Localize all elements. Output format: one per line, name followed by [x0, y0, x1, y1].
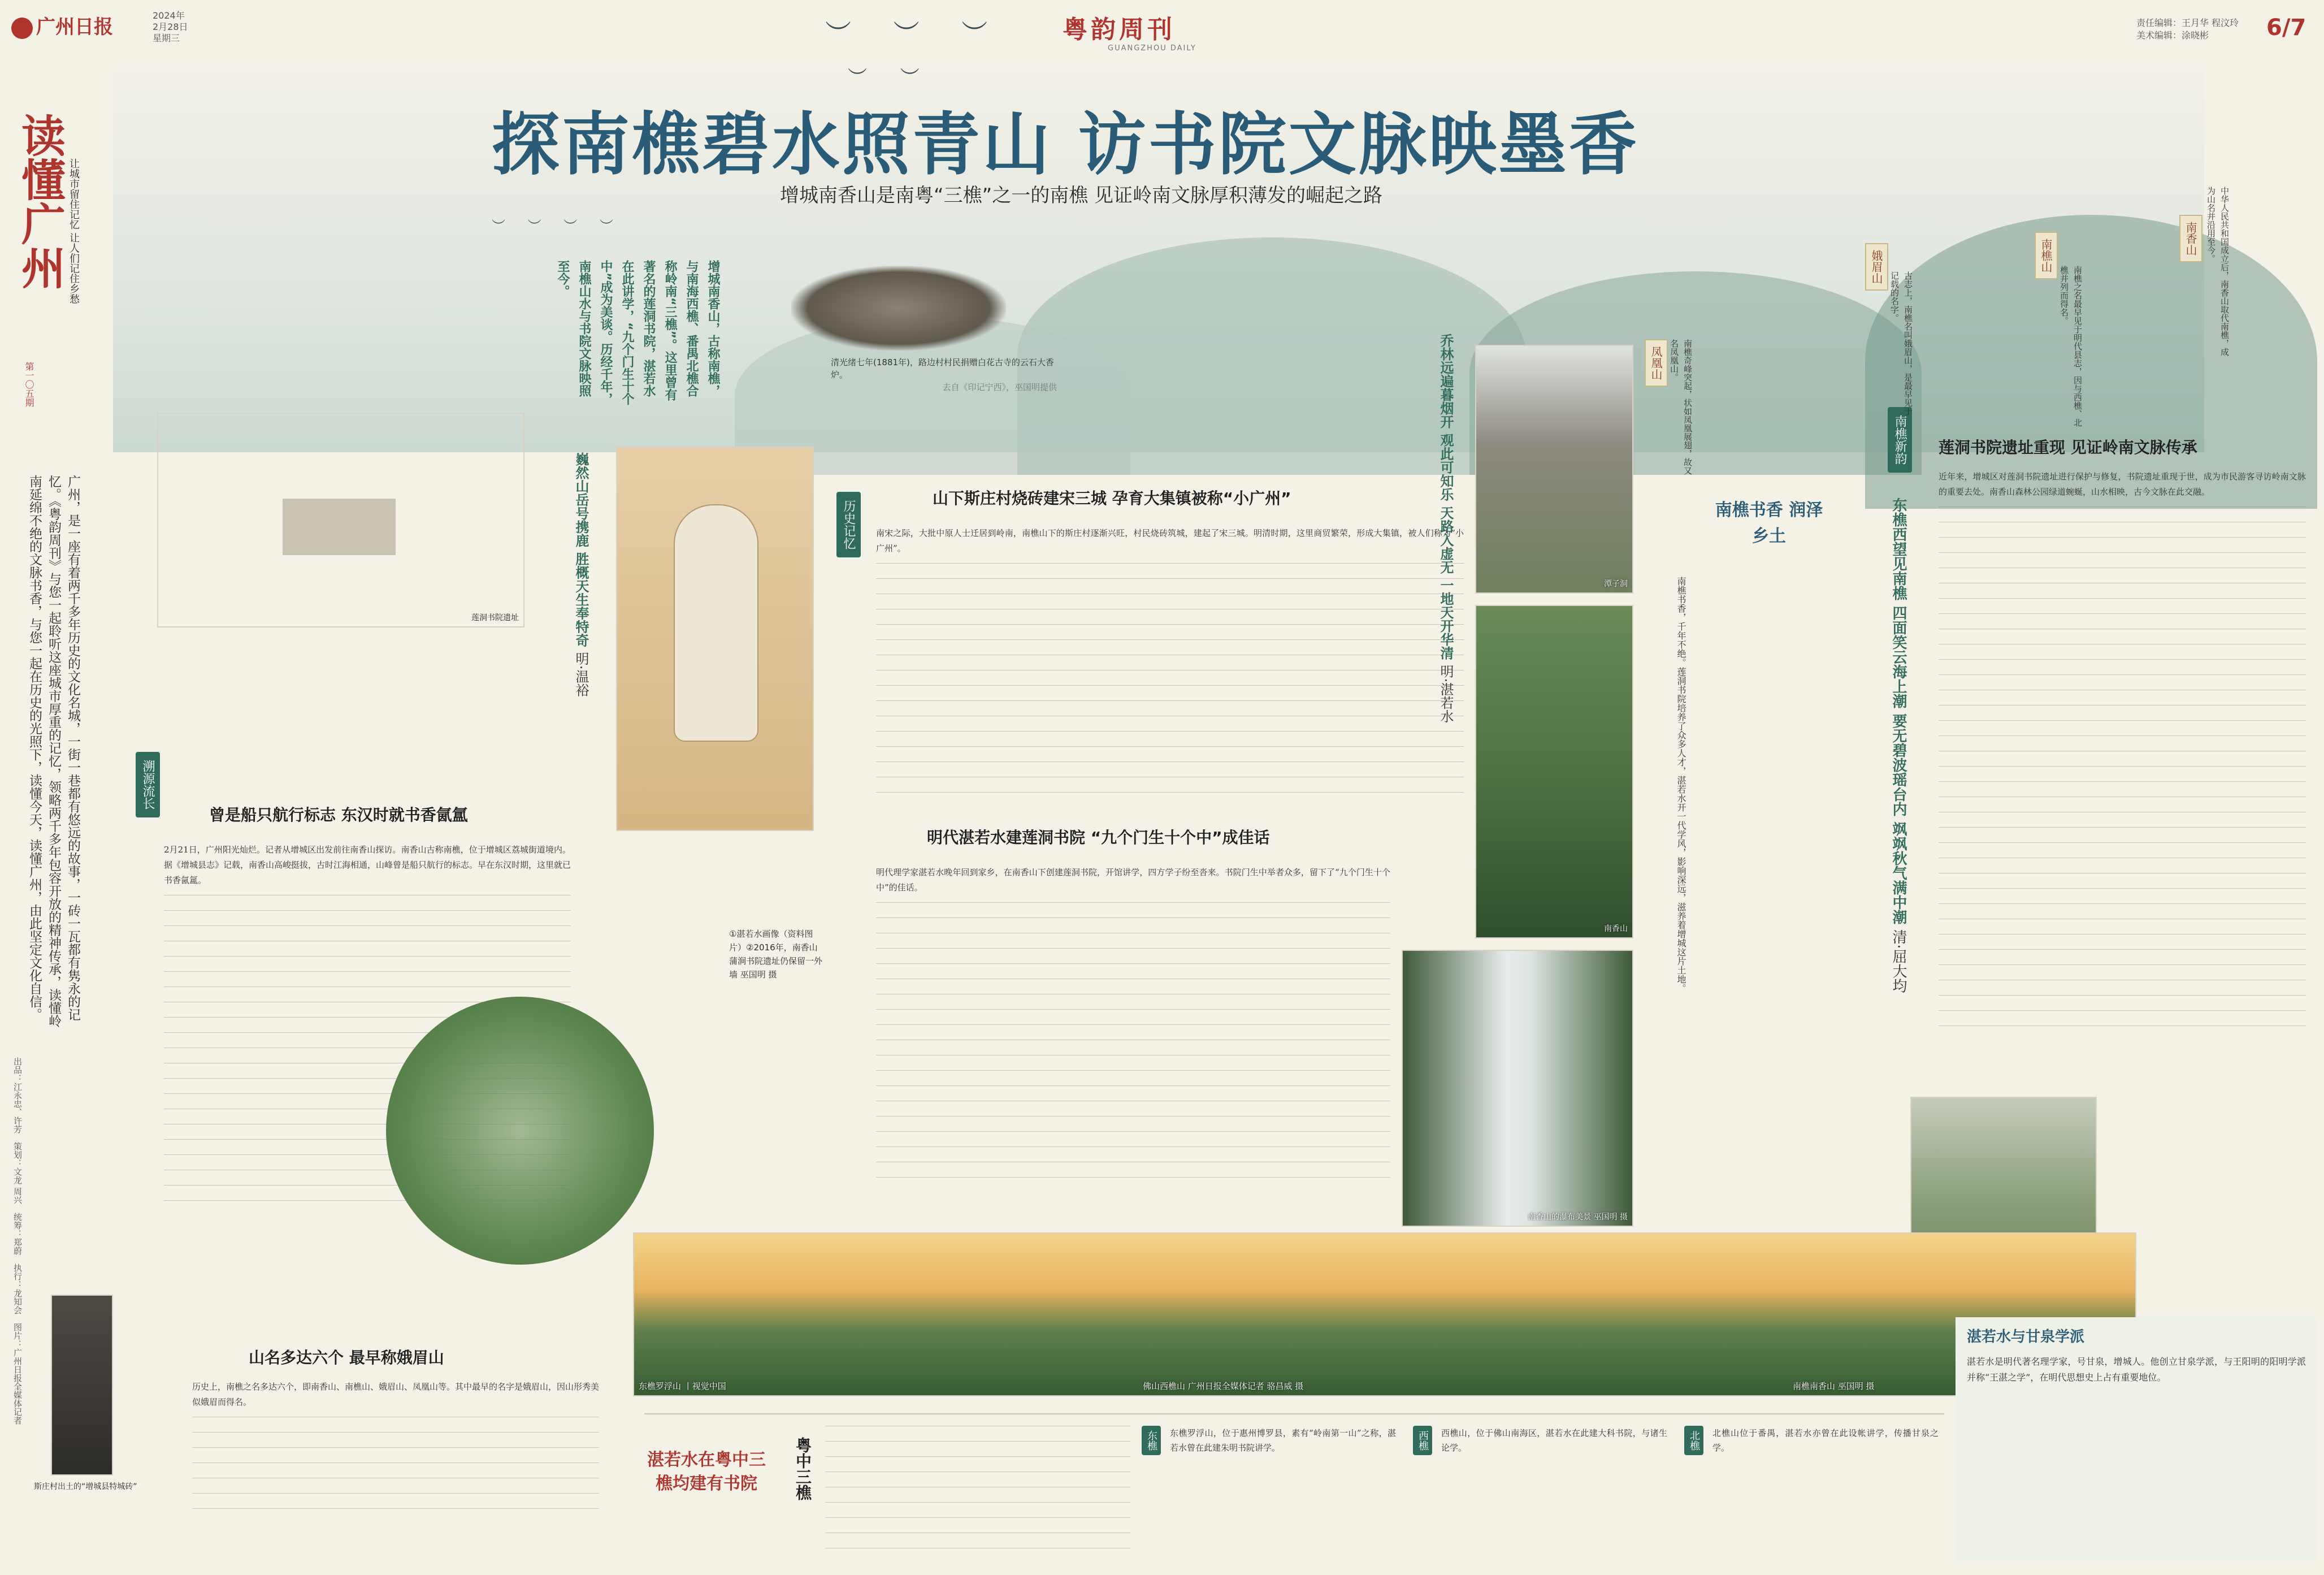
section-tag: 历史记忆	[836, 492, 861, 557]
photo-three-qiao-panorama	[633, 1232, 2136, 1396]
section-paragraph: 明代理学家湛若水晚年回到家乡，在南香山下创建莲洞书院，开馆讲学，四方学子纷至沓来。书院门生中举者众多，留下了“九个门生十个中”的佳话。	[876, 867, 1390, 893]
paper-name: 广州日报	[36, 16, 113, 38]
section-paragraph: 2月21日，广州阳光灿烂。记者从增城区出发前往南香山探访。南香山古称南樵，位于增城区荔城街道境内。据《增城县志》记载，南香山高峻挺拔，古时江海相通，山峰曾是船只航行的标志。早在东汉时期，这里就已书香氤氲。	[164, 845, 571, 885]
poem	[571, 452, 591, 961]
birds-decoration: ︶ ︶	[848, 67, 933, 89]
section-paragraph: 历史上，南樵之名多达六个，即南香山、南樵山、娥眉山、凤凰山等。其中最早的名字是娥眉山，因山形秀美似娥眉而得名。	[192, 1382, 600, 1407]
section-title: 山下斯庄村烧砖建宋三城 孕育大集镇被称“小广州”	[933, 489, 1291, 508]
subheadline: 增城南香山是南粤“三樵”之一的南樵 见证岭南文脉厚积薄发的崛起之路	[780, 184, 1383, 207]
section-body	[164, 842, 571, 1238]
photo-caption: 南香山	[1604, 924, 1628, 933]
photo-waterfall	[1402, 950, 1633, 1227]
bottom-col-text: 东樵罗浮山，位于惠州博罗县，素有“岭南第一山”之称，湛若水曾在此建朱明书院讲学。	[1170, 1428, 1396, 1453]
callout-text: 湛若水是明代著名理学家，号甘泉，增城人。他创立甘泉学派，与王阳明的阳明学派并称“王湛之学”，在明代思想史上占有重要地位。	[1967, 1356, 2306, 1383]
bottom-subtitle: 粤中三樵	[794, 1437, 812, 1500]
photo-caption-brick: 斯庄村出土的“增城县特城砖”	[34, 1482, 137, 1491]
section-body	[876, 865, 1390, 1215]
callout-text: 南樵书香，千年不绝。莲洞书院培养了众多人才，湛若水开一代学风，影响深远，滋养着增城这片土地。	[1676, 577, 1686, 993]
side-note-text: 古志上，南樵名叫娥眉山，是最早见于记载的名字。	[1889, 271, 1913, 416]
bottom-col-tag: 西樵	[1413, 1426, 1432, 1455]
section-title: 曾是船只航行标志 东汉时就书香氤氲	[209, 806, 468, 824]
section-title: 明代湛若水建莲洞书院 “九个门生十个中”成佳话	[927, 828, 1270, 847]
column-slogan: 让城市留住记忆 让人们记住乡愁	[68, 158, 80, 304]
bottom-col-text: 北樵山位于番禺，湛若水亦曾在此设帐讲学，传播甘泉之学。	[1712, 1428, 1939, 1453]
column-intro: 广州，是一座有着两千多年历史的文化名城，一街一巷都有悠远的故事，一砖一瓦都有隽永的记忆。《粤韵周刊》与您一起聆听这座城市厚重的记忆，领略两千多年包容开放的精神传承，读懂岭南延绵不绝的文脉书香，与您一起在历史的光照下，读懂今天，读懂广州，由此坚定文化自信。	[27, 475, 80, 1028]
section-body	[192, 1379, 599, 1549]
callout-title: 湛若水与甘泉学派	[1967, 1329, 2085, 1345]
editors	[2136, 17, 2239, 42]
logo-emblem-icon	[11, 18, 33, 39]
photo-caption: 南香山的瀑布美景 巫国明 摄	[1528, 1213, 1628, 1222]
poem-author: 清·屈大均	[1890, 929, 1907, 993]
photo-tanzi-cave	[1475, 345, 1633, 594]
side-note-label: 南香山	[2179, 215, 2202, 262]
birds-decoration: ︶ ︶ ︶ ︶	[492, 218, 622, 234]
photo-caption-nanqiao: 南樵南香山 巫国明 摄	[1793, 1381, 1875, 1391]
designer-line: 美术编辑：涂晓彬	[2136, 30, 2209, 41]
artifact-caption-text: 清光绪七年(1881年)，路边村村民捐赠白花古寺的云石大香炉。	[831, 357, 1054, 380]
side-note-text: 南樵奇峰突起，状如凤凰展翅，故又名凤凰山。	[1669, 339, 1693, 475]
editor-line: 责任编辑：王月华 程汶玲	[2136, 18, 2239, 28]
masthead	[0, 0, 2324, 57]
bottom-band	[644, 1413, 1944, 1560]
bottom-col-north	[1684, 1426, 1939, 1455]
column-credits: 出品：江永忠、许芳 策划：文龙 周兴 统筹：郑蔚 执行：龙知会 图片：广州日报全媒体记者	[12, 1057, 23, 1425]
photo-lotus-academy-site	[157, 413, 524, 628]
column-issue: 第一〇五期	[24, 362, 34, 407]
masthead-date	[153, 10, 188, 44]
callout-title: 南樵书香 润泽乡土	[1715, 500, 1823, 546]
section-body	[876, 526, 1464, 831]
section-title: 山名多达六个 最早称娥眉山	[249, 1348, 444, 1367]
callout-box	[1662, 497, 1876, 1063]
column-title: 读懂广州	[14, 113, 65, 289]
birds-decoration: ︶ ︶ ︶	[825, 19, 1005, 49]
photo-caption-xiqiao: 佛山西樵山 广州日报全媒体记者 骆昌威 摄	[1143, 1381, 1304, 1391]
artifact-credit: 去自《印记宁西》，巫国明提供	[942, 382, 1057, 392]
bottom-title: 湛若水在粤中三樵均建有书院	[647, 1450, 766, 1494]
side-note-label: 凤凰山	[1645, 339, 1668, 387]
photo-city-brick	[51, 1295, 113, 1476]
bottom-col-west	[1413, 1426, 1667, 1455]
side-note-label: 南樵山	[2035, 232, 2058, 279]
headline: 探南樵碧水照青山 访书院文脉映墨香	[492, 105, 1639, 184]
photo-nanxiang-mountain	[1475, 605, 1633, 938]
side-note-label: 娥眉山	[1865, 243, 1888, 291]
section-paragraph: 近年来，增城区对莲洞书院遗址进行保护与修复，书院遗址重现于世，成为市民游客寻访岭南文脉的重要去处。南香山森林公园绿道蜿蜒，山水相映，古今文脉在此交融。	[1939, 471, 2306, 497]
bottom-col-tag: 东樵	[1142, 1426, 1161, 1455]
poem-author: 明·温裕	[573, 651, 589, 697]
side-note-text: 中华人民共和国成立后，南香山取代南樵，成为山名并沿用至今。	[2206, 187, 2230, 356]
callout-box	[1956, 1317, 2317, 1560]
bottom-col-tag: 北樵	[1684, 1426, 1703, 1455]
year: 2024年	[153, 10, 185, 21]
side-note-text: 南樵之名最早见于明代县志，因与西樵、北樵并列而得名。	[2059, 266, 2083, 427]
section-title: 粤韵周刊	[1063, 15, 1176, 44]
photo-caption-portrait: ①湛若水画像（资料图片）②2016年，南香山蒲涧书院遗址仍保留一外墙 巫国明 摄	[729, 929, 823, 980]
poem-text: 乔林远遍暮烟开 观此可知乐 天路入虚无 一地天开华清	[1438, 334, 1454, 660]
page-number: 6/7	[2266, 15, 2306, 41]
poem	[1436, 334, 1456, 921]
weekday: 星期三	[153, 33, 180, 44]
section-paragraph: 南宋之际，大批中原人士迁居到岭南，南樵山下的斯庄村逐渐兴旺，村民烧砖筑城，建起了宋三城。明清时期，这里商贸繁荣，形成大集镇，被人们称为“小广州”。	[876, 528, 1464, 553]
section-title: 莲洞书院遗址重现 见证岭南文脉传承	[1939, 438, 2197, 457]
poem-text: 东樵西望见南樵 四面笑云海上潮 要无碧波瑶台内 飒飒秋气满中潮	[1890, 497, 1907, 925]
incense-burner-photo	[791, 266, 1006, 351]
mountain-shape	[1865, 215, 2317, 509]
date: 2月28日	[153, 21, 188, 32]
section-tag: 南樵新韵	[1888, 407, 1912, 473]
section-en: GUANGZHOU DAILY	[1108, 44, 1196, 53]
section-body	[1939, 469, 2306, 1080]
poem-author: 明·湛若水	[1438, 664, 1454, 724]
paper-logo	[11, 11, 113, 39]
bottom-intro-lines	[825, 1426, 1130, 1550]
photo-caption: 潭子洞	[1604, 579, 1628, 589]
photo-zhan-ruoshui-portrait	[616, 447, 814, 831]
artifact-caption	[831, 356, 1057, 393]
poem	[1888, 497, 1909, 1278]
section-tag: 溯源流长	[136, 752, 160, 817]
bottom-col-east	[1142, 1426, 1396, 1455]
photo-caption: 莲洞书院遗址	[471, 613, 519, 622]
photo-caption-luofu: 东樵罗浮山 丨视觉中国	[639, 1381, 726, 1391]
lead-text: 增城南香山，古称南樵，与南海西樵、番禺北樵合称岭南“三樵”。这里曾有著名的莲洞书院，湛若水在此讲学，“九个门生十个中”成为美谈。历经千年，南樵山水与书院文脉映照至今。	[556, 260, 720, 405]
bottom-col-text: 西樵山，位于佛山南海区，湛若水在此建大科书院，与诸生论学。	[1441, 1428, 1667, 1453]
poem-text: 巍然山岳号携鹿 胜概天生奉特奇	[573, 452, 589, 647]
